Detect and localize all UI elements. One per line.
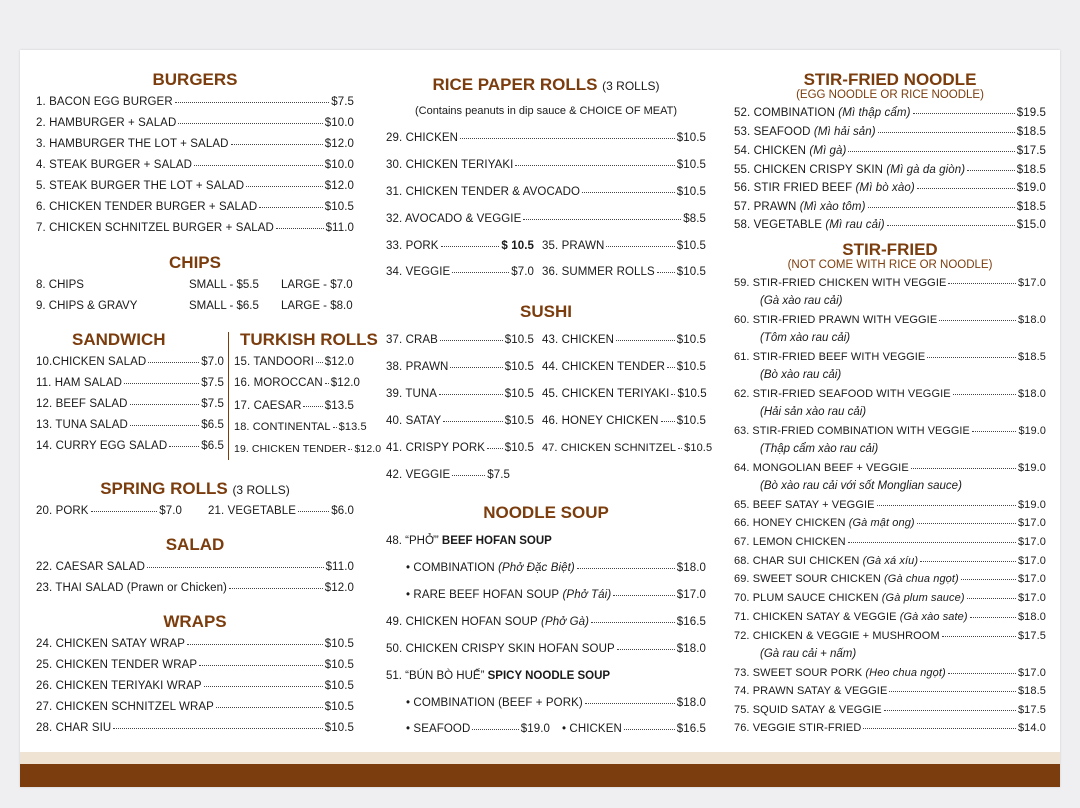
menu-item: 61. STIR-FRIED BEEF WITH VEGGIE $18.5 [734,351,1046,363]
menu-item: 55. CHICKEN CRISPY SKIN (Mì gà da giòn) $18.5 [734,164,1046,176]
menu-item: 18. CONTINENTAL $13.5 [234,421,367,433]
menu-item: 22. CAESAR SALAD $11.0 [36,561,354,573]
menu-item: 7. CHICKEN SCHNITZEL BURGER + SALAD $11.0 [36,222,354,234]
section-subtitle: (Contains peanuts in dip sauce & CHOICE OF MEAT) [414,105,678,117]
menu-item: 64. MONGOLIAN BEEF + VEGGIE $19.0 [734,462,1046,474]
menu-item: 46. HONEY CHICKEN $10.5 [542,415,706,427]
menu-column-2 [386,50,713,750]
menu-item: • SEAFOOD $19.0 [406,723,550,735]
menu-item: 10.CHICKEN SALAD $7.0 [36,356,224,368]
menu-item-name: 8. CHIPS [36,279,84,291]
menu-item: 47. CHICKEN SCHNITZEL $10.5 [542,442,713,454]
menu-item-vietnamese: (Tôm xào rau cải) [760,332,851,344]
menu-item: 56. STIR FRIED BEEF (Mì bò xào) $19.0 [734,182,1046,194]
menu-item-vietnamese: (Gà rau cải + nấm) [760,648,857,660]
menu-item: 34. VEGGIE $7.0 [386,266,534,278]
section-subtitle: (NOT COME WITH RICE OR NOODLE) [787,259,993,271]
section-title-spring-rolls: SPRING ROLLS (3 ROLLS) [100,479,290,498]
menu-item: 1. BACON EGG BURGER $7.5 [36,96,354,108]
section-title-wraps: WRAPS [163,612,227,631]
menu-item-vietnamese: (Bò xào rau cải) [760,369,842,381]
noodle-soup-48-heading: 48. “PHỞ” BEEF HOFAN SOUP [386,535,552,547]
menu-item: 62. STIR-FRIED SEAFOOD WITH VEGGIE $18.0 [734,388,1046,400]
section-title-burgers: BURGERS [152,70,238,89]
menu-page [20,50,1060,787]
menu-item: • COMBINATION (Phở Đặc Biệt) $18.0 [406,562,706,574]
menu-item: 5. STEAK BURGER THE LOT + SALAD $12.0 [36,180,354,192]
section-title-chips: CHIPS [169,253,221,272]
menu-item: 21. VEGETABLE $6.0 [208,505,354,517]
menu-item: 12. BEEF SALAD $7.5 [36,398,224,410]
menu-item: 25. CHICKEN TENDER WRAP $10.5 [36,659,354,671]
menu-item-name: 9. CHIPS & GRAVY [36,300,138,312]
menu-item: 35. PRAWN $10.5 [542,240,706,252]
menu-item: 4. STEAK BURGER + SALAD $10.0 [36,159,354,171]
footer-band-light [20,752,1060,764]
menu-item: 17. CAESAR $13.5 [234,400,354,412]
menu-item: 29. CHICKEN $10.5 [386,132,706,144]
menu-item: 43. CHICKEN $10.5 [542,334,706,346]
menu-item-price-small: SMALL - $6.5 [189,300,259,312]
section-title-noodle-soup: NOODLE SOUP [483,503,609,522]
menu-item: • COMBINATION (BEEF + PORK) $18.0 [406,697,706,709]
menu-item-vietnamese: (Gà xào rau cải) [760,295,843,307]
menu-item: 30. CHICKEN TERIYAKI $10.5 [386,159,706,171]
menu-item: 20. PORK $7.0 [36,505,182,517]
section-title-turkish-rolls: TURKISH ROLLS [240,330,378,349]
menu-item: 42. VEGGIE $7.5 [386,469,510,481]
menu-item: 69. SWEET SOUR CHICKEN (Gà chua ngọt) $17.0 [734,573,1046,585]
menu-item: 26. CHICKEN TERIYAKI WRAP $10.5 [36,680,354,692]
menu-item: 65. BEEF SATAY + VEGGIE $19.0 [734,499,1046,511]
menu-item-vietnamese: (Hải sản xào rau cải) [760,406,867,418]
section-title-stir-fried: STIR-FRIED [842,240,938,259]
menu-item: 2. HAMBURGER + SALAD $10.0 [36,117,354,129]
menu-item: 36. SUMMER ROLLS $10.5 [542,266,706,278]
menu-item: 71. CHICKEN SATAY & VEGGIE (Gà xào sate) $18.0 [734,611,1046,623]
menu-item: 28. CHAR SIU $10.5 [36,722,354,734]
menu-item-price-small: SMALL - $5.5 [189,279,259,291]
menu-item: 58. VEGETABLE (Mì rau cải) $15.0 [734,219,1046,231]
menu-item: 6. CHICKEN TENDER BURGER + SALAD $10.5 [36,201,354,213]
menu-item: 76. VEGGIE STIR-FRIED $14.0 [734,722,1046,734]
menu-column-1 [36,50,382,750]
menu-item: 73. SWEET SOUR PORK (Heo chua ngọt) $17.0 [734,667,1046,679]
menu-item: 57. PRAWN (Mì xào tôm) $18.5 [734,201,1046,213]
menu-item: 23. THAI SALAD (Prawn or Chicken) $12.0 [36,582,354,594]
menu-item: 32. AVOCADO & VEGGIE $8.5 [386,213,706,225]
menu-item: 72. CHICKEN & VEGGIE + MUSHROOM $17.5 [734,630,1046,642]
section-title-stir-fried-noodle: STIR-FRIED NOODLE [803,70,977,89]
menu-item: 74. PRAWN SATAY & VEGGIE $18.5 [734,685,1046,697]
menu-item-price-large: LARGE - $8.0 [281,300,353,312]
menu-item: 19. CHICKEN TENDER $12.0 [234,443,382,455]
menu-item: 3. HAMBURGER THE LOT + SALAD $12.0 [36,138,354,150]
menu-item: 37. CRAB $10.5 [386,334,534,346]
menu-item: 52. COMBINATION (Mì thập cẩm) $19.5 [734,107,1046,119]
menu-item: 49. CHICKEN HOFAN SOUP (Phở Gà) $16.5 [386,616,706,628]
menu-item: 75. SQUID SATAY & VEGGIE $17.5 [734,704,1046,716]
menu-item: 27. CHICKEN SCHNITZEL WRAP $10.5 [36,701,354,713]
menu-item: 59. STIR-FRIED CHICKEN WITH VEGGIE $17.0 [734,277,1046,289]
menu-item: 68. CHAR SUI CHICKEN (Gà xá xíu) $17.0 [734,555,1046,567]
section-title-salad: SALAD [165,535,225,554]
menu-item: 24. CHICKEN SATAY WRAP $10.5 [36,638,354,650]
menu-item-vietnamese: (Thập cẩm xào rau cải) [760,443,879,455]
footer-band-dark [20,764,1060,787]
menu-item-price-large: LARGE - $7.0 [281,279,353,291]
menu-item: • CHICKEN $16.5 [562,723,706,735]
menu-item: 53. SEAFOOD (Mì hải sản) $18.5 [734,126,1046,138]
menu-item: 45. CHICKEN TERIYAKI $10.5 [542,388,707,400]
menu-item: 16. MOROCCAN $12.0 [234,377,361,389]
menu-item: • RARE BEEF HOFAN SOUP (Phở Tái) $17.0 [406,589,706,601]
menu-item: 15. TANDOORI $12.0 [234,356,354,368]
column-divider [228,332,229,460]
menu-item: 14. CURRY EGG SALAD $6.5 [36,440,224,452]
menu-item: 41. CRISPY PORK $10.5 [386,442,534,454]
menu-item: 67. LEMON CHICKEN $17.0 [734,536,1046,548]
menu-item: 70. PLUM SAUCE CHICKEN (Gà plum sauce) $17.0 [734,592,1046,604]
menu-item: 54. CHICKEN (Mì gà) $17.5 [734,145,1046,157]
menu-item-vietnamese: (Bò xào rau cải với sốt Monglian sauce) [760,480,962,492]
menu-item: 50. CHICKEN CRISPY SKIN HOFAN SOUP $18.0 [386,643,706,655]
menu-column-3 [734,50,1046,750]
section-title-rice-paper-rolls: RICE PAPER ROLLS (3 ROLLS) [432,75,660,94]
menu-item: 31. CHICKEN TENDER & AVOCADO $10.5 [386,186,706,198]
menu-item: 38. PRAWN $10.5 [386,361,534,373]
menu-item: 13. TUNA SALAD $6.5 [36,419,224,431]
menu-item: 11. HAM SALAD $7.5 [36,377,224,389]
section-title-sushi: SUSHI [520,302,572,321]
menu-item: 66. HONEY CHICKEN (Gà mật ong) $17.0 [734,517,1046,529]
menu-item: 63. STIR-FRIED COMBINATION WITH VEGGIE $19.0 [734,425,1046,437]
menu-item: 39. TUNA $10.5 [386,388,534,400]
menu-item: 40. SATAY $10.5 [386,415,534,427]
section-subtitle: (EGG NOODLE OR RICE NOODLE) [796,89,984,101]
menu-item: 60. STIR-FRIED PRAWN WITH VEGGIE $18.0 [734,314,1046,326]
menu-item: 44. CHICKEN TENDER $10.5 [542,361,706,373]
menu-item: 33. PORK $ 10.5 [386,240,534,252]
noodle-soup-51-heading: 51. “BÚN BÒ HUẾ” SPICY NOODLE SOUP [386,670,611,682]
section-title-sandwich: SANDWICH [72,330,166,349]
